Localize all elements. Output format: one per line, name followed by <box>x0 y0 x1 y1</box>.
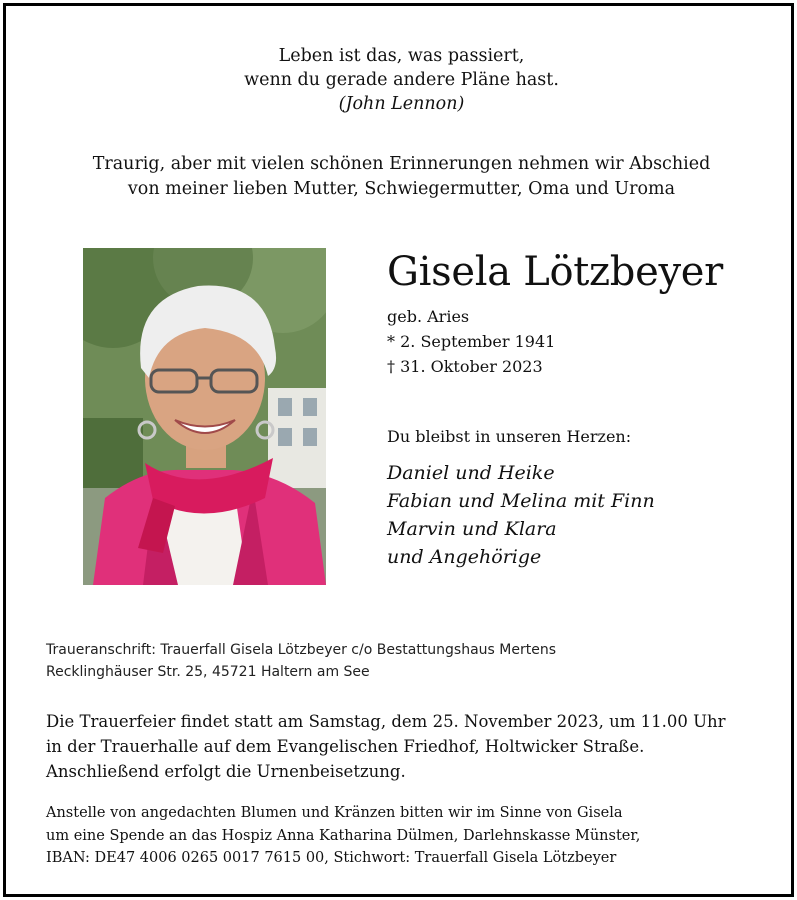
mourner-name: Daniel und Heike <box>387 462 555 484</box>
quote-author: (John Lennon) <box>338 94 465 114</box>
life-dates <box>387 304 555 379</box>
funeral-ceremony-info <box>46 709 726 784</box>
address-line: Traueranschrift: Trauerfall Gisela Lötzbeyer c/o Bestattungshaus Mertens <box>46 642 557 658</box>
ceremony-line: Die Trauerfeier findet statt am Samstag, dem 25. November 2023, um 11.00 Uhr <box>46 712 726 731</box>
donation-line: IBAN: DE47 4006 0265 0017 7615 00, Stichwort: Trauerfall Gisela Lötzbeyer <box>46 850 617 866</box>
obituary-frame <box>3 3 794 897</box>
quote-line: wenn du gerade andere Pläne hast. <box>244 70 559 90</box>
deceased-name: Gisela Lötzbeyer <box>387 249 723 295</box>
donation-line: Anstelle von angedachten Blumen und Kränzen bitten wir im Sinne von Gisela <box>46 805 623 821</box>
intro-text <box>6 152 797 202</box>
mourner-name: und Angehörige <box>387 546 542 568</box>
mourners-list <box>387 459 655 571</box>
mourner-name: Marvin und Klara <box>387 518 557 540</box>
epigraph-quote <box>6 44 797 116</box>
portrait-illustration <box>83 248 326 585</box>
portrait-photo <box>83 248 326 585</box>
donation-request <box>46 802 640 870</box>
maiden-name: geb. Aries <box>387 307 470 326</box>
ceremony-line: Anschließend erfolgt die Urnenbeisetzung. <box>46 762 406 781</box>
birth-date: * 2. September 1941 <box>387 332 556 351</box>
donation-line: um eine Spende an das Hospiz Anna Katharina Dülmen, Darlehnskasse Münster, <box>46 827 641 844</box>
ceremony-line: in der Trauerhalle auf dem Evangelischen Friedhof, Holtwicker Straße. <box>46 737 645 756</box>
death-date: † 31. Oktober 2023 <box>387 357 543 376</box>
intro-line: Traurig, aber mit vielen schönen Erinnerungen nehmen wir Abschied <box>92 154 711 174</box>
address-line: Recklinghäuser Str. 25, 45721 Haltern am See <box>46 664 370 680</box>
mourning-address <box>46 639 556 683</box>
mourners-heading: Du bleibst in unseren Herzen: <box>387 427 632 446</box>
intro-line: von meiner lieben Mutter, Schwiegermutter, Oma und Uroma <box>127 179 676 199</box>
mourner-name: Fabian und Melina mit Finn <box>387 490 655 512</box>
quote-line: Leben ist das, was passiert, <box>278 46 525 66</box>
